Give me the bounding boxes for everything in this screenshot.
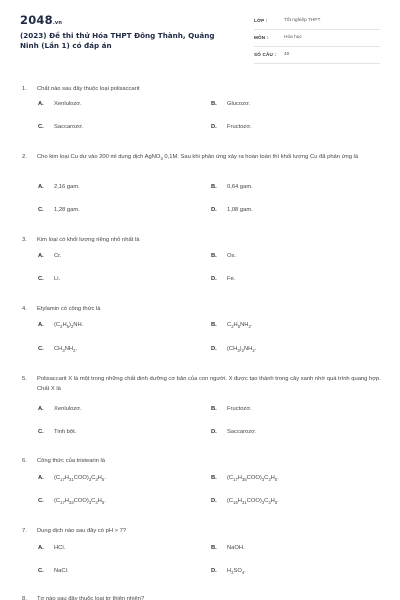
option-letter: A.: [38, 406, 44, 412]
option-text: $CH_3NH_2$.: [54, 346, 78, 354]
option-text: Xenlulozơ.: [54, 406, 82, 412]
question-1: [22, 84, 382, 94]
option-d[interactable]: [211, 276, 235, 282]
option-letter: C.: [38, 568, 44, 574]
question-4: [22, 304, 382, 314]
option-text: NaCl.: [54, 568, 69, 574]
question-number: 2.: [22, 154, 27, 160]
meta-value: 40: [284, 52, 290, 57]
question-7: [22, 526, 382, 536]
option-letter: C.: [38, 498, 44, 504]
option-letter: B.: [211, 475, 217, 481]
option-text: 1,28 gam.: [54, 207, 80, 213]
option-text: Saccarozơ.: [227, 429, 257, 435]
option-letter: A.: [38, 253, 44, 259]
question-text: Dung dịch nào sau đây có pH > 7?: [37, 528, 127, 534]
question-text: Công thức của tristearin là: [37, 458, 106, 464]
option-text: Os.: [227, 253, 237, 259]
option-text: 0,64 gam.: [227, 184, 253, 190]
option-letter: B.: [211, 406, 217, 412]
option-text: NaOH.: [227, 545, 245, 551]
option-text: Cr.: [54, 253, 62, 259]
option-letter: D.: [211, 498, 217, 504]
option-text: Fructozơ.: [227, 124, 252, 130]
option-a[interactable]: [38, 322, 83, 329]
option-letter: D.: [211, 568, 217, 574]
page-header: [0, 0, 400, 68]
question-6: [22, 456, 382, 466]
option-letter: A.: [38, 545, 44, 551]
option-a[interactable]: [38, 475, 106, 482]
option-letter: A.: [38, 101, 44, 107]
option-letter: A.: [38, 184, 44, 190]
option-letter: A.: [38, 475, 44, 481]
question-number: 7.: [22, 528, 27, 534]
option-c[interactable]: [38, 429, 76, 435]
question-text: Tơ nào sau đây thuộc loại tơ thiên nhiên?: [37, 596, 145, 600]
option-text: Glucozơ.: [227, 101, 251, 107]
option-text: Xenlulozơ.: [54, 101, 82, 107]
option-a[interactable]: [38, 406, 82, 412]
question-number: 3.: [22, 237, 27, 243]
option-b[interactable]: [211, 322, 252, 329]
question-2: [22, 152, 382, 164]
option-letter: B.: [211, 322, 217, 328]
option-letter: B.: [211, 253, 217, 259]
meta-row-count: [254, 48, 380, 64]
option-letter: A.: [38, 322, 44, 328]
option-a[interactable]: [38, 545, 65, 551]
option-text: HCl.: [54, 545, 66, 551]
option-text: 1,08 gam.: [227, 207, 253, 213]
option-d[interactable]: [211, 498, 279, 505]
question-number: 6.: [22, 458, 27, 464]
option-text: Fe.: [227, 276, 236, 282]
document-title: (2023) Đề thi thử Hóa THPT Đông Thành, Quảng Ninh (Lần 1) có đáp án: [20, 31, 215, 50]
option-d[interactable]: [211, 124, 252, 130]
option-text: Tinh bột.: [54, 429, 77, 435]
option-text: $C_2H_5NH_2$.: [227, 322, 253, 330]
option-letter: D.: [211, 124, 217, 130]
option-d[interactable]: [211, 346, 256, 353]
option-letter: B.: [211, 184, 217, 190]
option-letter: C.: [38, 429, 44, 435]
option-b[interactable]: [211, 545, 245, 551]
option-b[interactable]: [211, 253, 236, 259]
option-text: $(C_{17}H_{31}COO)_3C_3H_5$.: [54, 475, 106, 483]
option-b[interactable]: [211, 406, 252, 412]
question-5: [22, 374, 382, 394]
option-letter: C.: [38, 346, 44, 352]
option-c[interactable]: [38, 568, 69, 574]
option-text: $(C_{15}H_{31}COO)_3C_3H_5$.: [227, 498, 279, 506]
question-number: 8.: [22, 596, 27, 600]
option-c[interactable]: [38, 276, 60, 282]
question-text: Polisaccarit X là một trong những chất dinh dưỡng cơ bản của con người. X được tạo thành trong cây xanh nhờ quá trình quang hợp. Chất X là: [37, 376, 381, 392]
option-letter: C.: [38, 124, 44, 130]
option-letter: D.: [211, 276, 217, 282]
question-number: 5.: [22, 376, 27, 382]
option-a[interactable]: [38, 253, 61, 259]
option-text: $(CH_3)_2NH_2$.: [227, 346, 257, 354]
option-c[interactable]: [38, 124, 84, 130]
option-c[interactable]: [38, 498, 106, 505]
logo-text: 2048: [20, 13, 53, 27]
option-letter: B.: [211, 101, 217, 107]
option-d[interactable]: [211, 568, 246, 575]
option-b[interactable]: [211, 184, 253, 190]
meta-key: LỚP :: [254, 18, 268, 23]
question-number: 1.: [22, 86, 27, 92]
option-letter: C.: [38, 276, 44, 282]
option-a[interactable]: [38, 101, 82, 107]
question-number: 4.: [22, 306, 27, 312]
option-letter: B.: [211, 545, 217, 551]
option-text: 2,16 gam.: [54, 184, 80, 190]
meta-key: MÔN :: [254, 35, 269, 40]
question-text: Kim loại có khối lượng riêng nhỏ nhất là: [37, 237, 140, 243]
option-letter: D.: [211, 346, 217, 352]
option-text: $(C_{17}H_{33}COO)_3C_3H_5$.: [54, 498, 106, 506]
question-text: Cho kim loại Cu dư vào 200 ml dung dịch AgNO$_3$ 0,1M. Sau khi phản ứng xảy ra hoàn toàn thì khối lượng Cu đã phản ứng là: [37, 154, 359, 162]
meta-info: [254, 14, 380, 65]
logo-suffix: .vn: [52, 20, 63, 26]
question-8: [22, 594, 382, 600]
question-text: Etylamin có công thức là: [37, 306, 101, 312]
option-letter: D.: [211, 429, 217, 435]
option-text: $H_2SO_4$.: [227, 568, 246, 576]
option-b[interactable]: [211, 475, 279, 482]
site-logo[interactable]: [20, 13, 62, 27]
option-a[interactable]: [38, 184, 80, 190]
option-text: $(C_{17}H_{35}COO)_3C_3H_5$.: [227, 475, 279, 483]
option-b[interactable]: [211, 101, 250, 107]
meta-row-subject: [254, 31, 380, 47]
option-text: Saccarozơ.: [54, 124, 84, 130]
option-d[interactable]: [211, 429, 257, 435]
option-text: $(C_2H_5)_2NH$.: [54, 322, 84, 330]
option-letter: D.: [211, 207, 217, 213]
meta-value: Tốt nghiệp THPT: [284, 18, 321, 23]
option-d[interactable]: [211, 207, 253, 213]
question-text: Chất nào sau đây thuộc loại polisaccarit: [37, 86, 140, 92]
option-letter: C.: [38, 207, 44, 213]
question-3: [22, 235, 382, 245]
option-text: Li.: [54, 276, 61, 282]
meta-value: Hóa học: [284, 35, 302, 40]
meta-key: SỐ CÂU :: [254, 52, 277, 57]
option-c[interactable]: [38, 346, 77, 353]
meta-row-class: [254, 14, 380, 30]
option-c[interactable]: [38, 207, 80, 213]
option-text: Fructozơ.: [227, 406, 252, 412]
